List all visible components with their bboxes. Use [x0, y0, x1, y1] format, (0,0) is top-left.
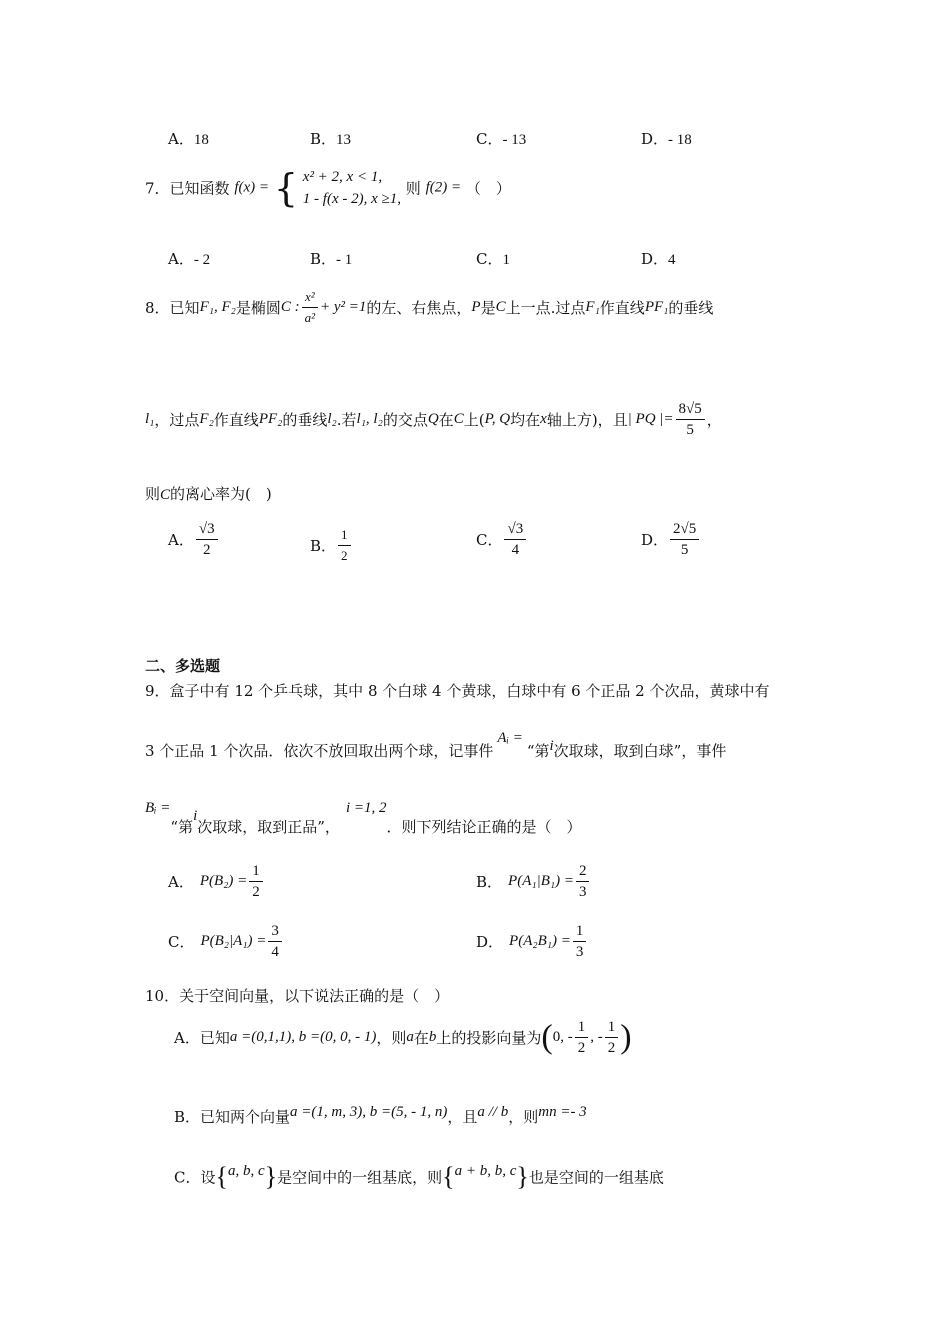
q8-option-c: C． $\frac{√3}{4}$: [476, 520, 528, 559]
q9-option-a: A． P(B₂) = $\frac{1}{2}$: [168, 862, 265, 901]
q8-stem-line3: 则C的离心率为( ): [145, 485, 272, 503]
q10-stem: 10．关于空间向量，以下说法正确的是（ ）: [145, 987, 450, 1005]
q9-stem-line3: Bᵢ =“第i次取球，取到正品”，i =1, 2．则下列结论正确的是（ ）: [145, 800, 582, 836]
q7-option-a: A．- 2: [168, 250, 211, 268]
q9-stem-line1: 9．盒子中有 12 个乒乓球，其中 8 个白球 4 个黄球，白球中有 6 个正品 2 个次品，黄球中有: [145, 682, 770, 700]
q6-option-a: A．18: [168, 130, 209, 148]
q8-option-d: D． $\frac{2√5}{5}$: [641, 520, 701, 559]
q6-option-d: D．- 18: [641, 130, 692, 148]
q10-option-a: A．已知a =(0,1,1), b =(0, 0, - 1)，则a在b上的投影向量为(0, - $\frac{1}{2}$ , - $\frac{1}{2}$ ): [174, 1018, 632, 1056]
q9-option-b: B． P(A₁|B₁) = $\frac{2}{3}$: [476, 862, 591, 901]
section-title-multi-choice: 二、多选题: [145, 657, 221, 675]
q7-option-d: D．4: [641, 250, 676, 268]
q10-option-c: C．设{a, b, c}是空间中的一组基底，则{a + b, b, c}也是空间的一组基底: [174, 1162, 664, 1191]
q7-stem: 7．已知函数 f(x) = { x² + 2, x < 1, 1 - f(x - 2), x ≥1, 则 f(2) = （ ）: [145, 166, 511, 210]
q8-ellipse-frac: $\frac{\text{x²}}{\text{a²}}$: [302, 288, 318, 327]
q6-option-c: C．- 13: [476, 130, 527, 148]
q7-option-b: B．- 1: [310, 250, 353, 268]
q7-piecewise: x² + 2, x < 1, 1 - f(x - 2), x ≥1,: [302, 169, 401, 207]
q10-option-b: B．已知两个向量a =(1, m, 3), b =(5, - 1, n)，且a // b，则mn =- 3: [174, 1104, 587, 1126]
q9-stem-line2: 3 个正品 1 个次品．依次不放回取出两个球，记事件Aᵢ =“第i次取球，取到白球”，事件: [145, 730, 727, 760]
q8-option-a: A． $\frac{√3}{2}$: [168, 520, 220, 559]
q8-pq-frac: $\frac{8√5}{5}$: [676, 400, 705, 439]
q7-option-c: C．1: [476, 250, 510, 268]
q8-stem-line1: 8．已知F₁, F₂是椭圆C : $\frac{\text{x²}}{\text{a²}}$ + y² =1的左、右焦点，P是C上一点.过点F₁作直线PF₁的垂线: [145, 289, 714, 325]
q8-option-b: B． $\frac{1}{2}$: [310, 526, 353, 565]
q8-stem-line2: l₁，过点F₂作直线PF₂的垂线l₂.若l₁, l₂的交点Q在C上(P, Q均在x轴上方)，且| PQ |= $\frac{8√5}{5}$ ，: [145, 401, 722, 438]
q9-option-d: D． P(A₂B₁) = $\frac{1}{3}$: [476, 922, 588, 961]
q9-option-c: C． P(B₂|A₁) = $\frac{3}{4}$: [168, 922, 284, 961]
q6-option-b: B．13: [310, 130, 352, 148]
